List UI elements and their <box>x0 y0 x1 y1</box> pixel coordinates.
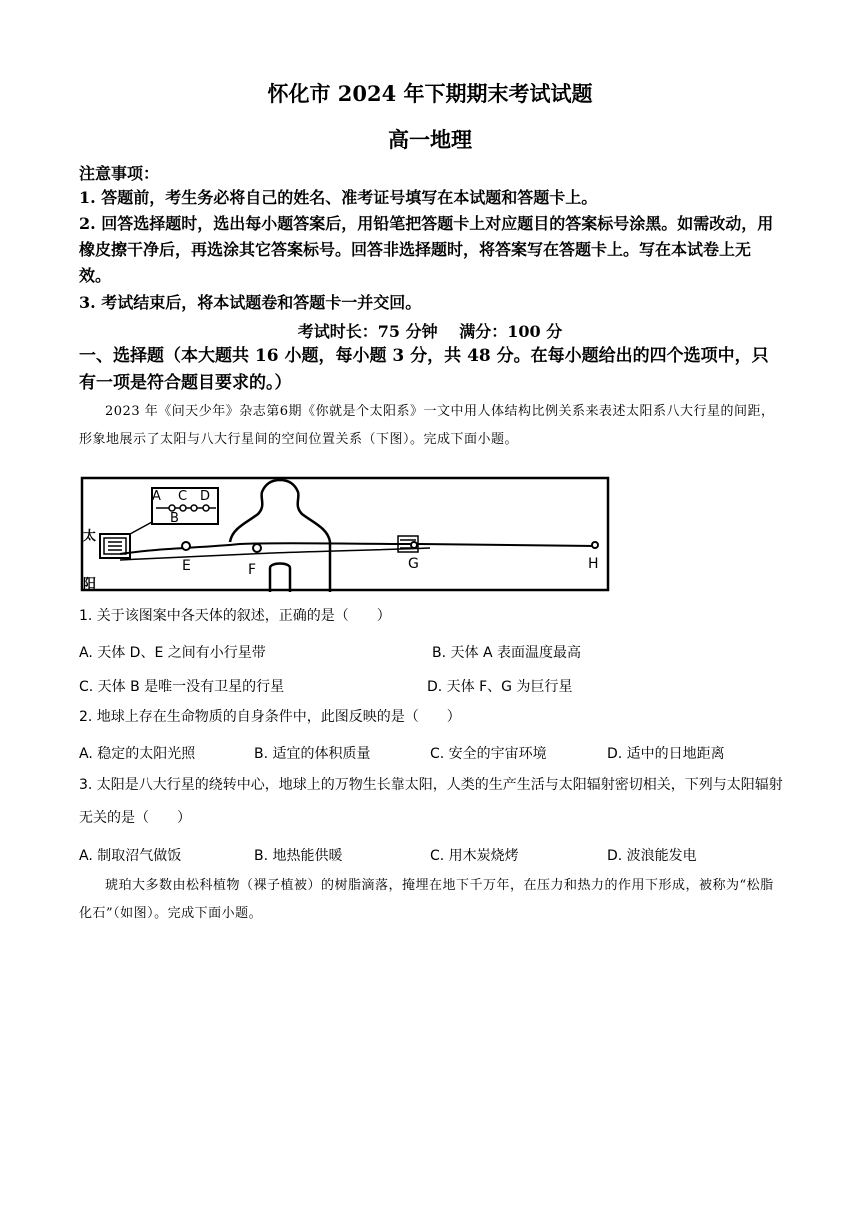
exam-full-score: 满分：100 分 <box>459 322 563 341</box>
notice-item-2: 2. 回答选择题时，选出每小题答案后，用铅笔把答题卡上对应题目的答案标号涂黑。如需改动，用橡皮擦干净后，再选涂其它答案标号。回答非选择题时，将答案写在答题卡上。写在本试卷上无效。 <box>79 214 774 285</box>
q3-option-a: A. 制取沼气做饭 <box>79 848 182 864</box>
q2-option-a: A. 稳定的太阳光照 <box>79 746 196 762</box>
exam-duration: 考试时长：75 分钟 <box>297 322 438 341</box>
label-C: C <box>178 489 188 504</box>
label-B: B <box>170 511 179 526</box>
label-F: F <box>248 562 257 578</box>
question-3-stem: 3. 太阳是八大行星的绕转中心，地球上的万物生长靠太阳，人类的生产生活与太阳辐射密切相关，下列与太阳辐射无关的是（ ） <box>79 777 783 826</box>
section-heading: 一、选择题（本大题共 16 小题，每小题 3 分，共 48 分。在每小题给出的四个选项中，只有一项是符合题目要求的。） <box>79 346 769 393</box>
q2-option-c: C. 安全的宇宙环境 <box>430 746 547 762</box>
planet-D <box>203 505 209 511</box>
exam-title: 怀化市 2024 年下期期末考试试题 <box>267 81 593 106</box>
notice-heading: 注意事项： <box>79 164 160 183</box>
q1-option-a: A. 天体 D、E 之间有小行星带 <box>79 645 266 661</box>
exam-meta <box>0 319 860 342</box>
q1-option-d: D. 天体 F、G 为巨行星 <box>427 679 573 695</box>
q3-option-d: D. 波浪能发电 <box>607 848 697 864</box>
label-G: G <box>408 556 419 572</box>
notice-item-3: 3. 考试结束后，将本试题卷和答题卡一并交回。 <box>79 293 422 312</box>
q2-option-b: B. 适宜的体积质量 <box>254 746 371 762</box>
q3-option-b: B. 地热能供暖 <box>254 848 343 864</box>
planet-G <box>411 542 417 548</box>
label-E: E <box>182 558 191 574</box>
q1-option-c: C. 天体 B 是唯一没有卫星的行星 <box>79 679 285 695</box>
label-A: A <box>152 489 161 504</box>
q1-option-b: B. 天体 A 表面温度最高 <box>432 645 581 661</box>
sun-label-top: 太 <box>83 529 97 544</box>
label-H: H <box>588 556 599 572</box>
planet-E <box>182 542 190 550</box>
planet-F <box>253 544 261 552</box>
planet-H <box>592 542 598 548</box>
question-1-stem: 1. 关于该图案中各天体的叙述，正确的是（ ） <box>79 608 391 624</box>
material-intro-amber: 琥珀大多数由松科植物（裸子植被）的树脂滴落，掩埋在地下千万年，在压力和热力的作用下形成，被称为“松脂化石”（如图）。完成下面小题。 <box>79 878 774 921</box>
question-2-stem: 2. 地球上存在生命物质的自身条件中，此图反映的是（ ） <box>79 709 461 725</box>
solar-system-body-figure <box>80 476 610 592</box>
planet-B <box>180 505 186 511</box>
material-intro-solar-system: 2023 年《问天少年》杂志第6期《你就是个太阳系》一文中用人体结构比例关系来表述太阳系八大行星的间距，形象地展示了太阳与八大行星间的空间位置关系（下图）。完成下面小题。 <box>79 404 775 447</box>
planet-C <box>191 505 197 511</box>
q2-option-d: D. 适中的日地距离 <box>607 746 725 762</box>
sun-label-bottom: 阳 <box>83 577 97 592</box>
notice-item-1: 1. 答题前，考生务必将自己的姓名、准考证号填写在本试题和答题卡上。 <box>79 188 598 207</box>
subject-title: 高一地理 <box>388 127 472 152</box>
q3-option-c: C. 用木炭烧烤 <box>430 848 519 864</box>
label-D: D <box>200 489 211 504</box>
